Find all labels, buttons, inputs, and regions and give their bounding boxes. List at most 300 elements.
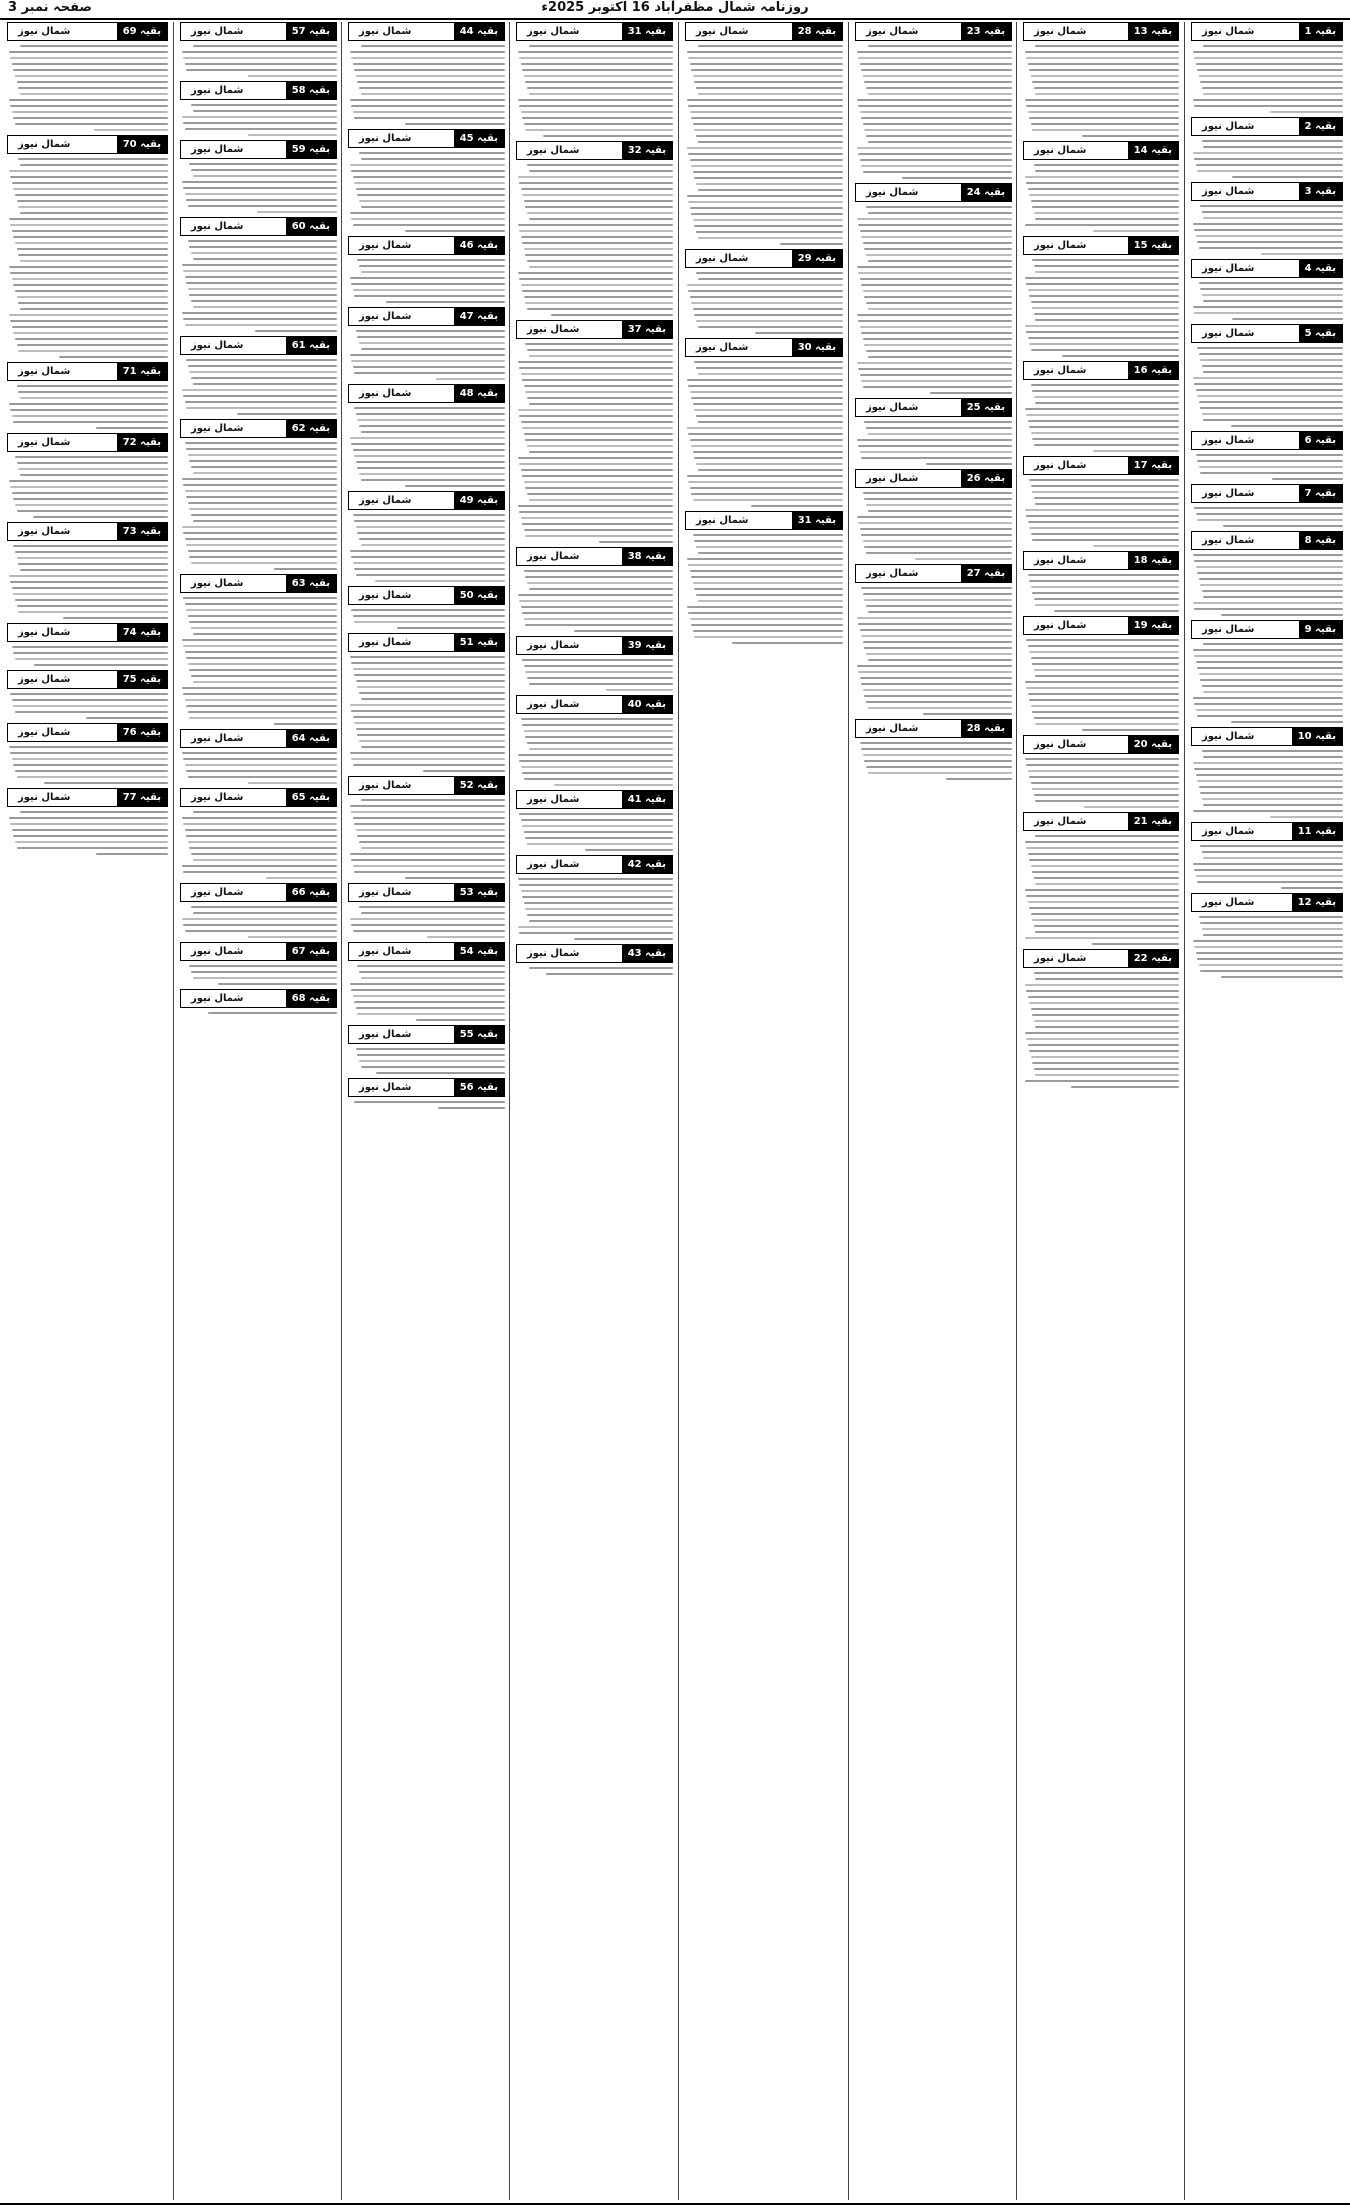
text-line: [525, 535, 673, 537]
text-line: [94, 129, 168, 131]
news-item-number: بقیہ 6: [1299, 432, 1342, 449]
news-item: [1023, 949, 1179, 1088]
text-line: [524, 778, 673, 780]
text-line: [438, 1107, 506, 1109]
text-line: [13, 421, 168, 423]
news-column: [177, 22, 340, 2200]
news-item: [180, 942, 337, 985]
text-line: [1203, 217, 1343, 219]
news-column: [1020, 22, 1182, 2200]
text-line: [13, 652, 168, 654]
news-item-title: شمال نیوز: [527, 145, 580, 156]
text-line: [527, 914, 673, 916]
text-line: [15, 658, 168, 660]
text-line: [1197, 572, 1343, 574]
text-line: [10, 176, 168, 178]
news-item: [180, 81, 337, 136]
text-line: [1032, 711, 1179, 713]
column-rule: [678, 22, 679, 2200]
text-line: [353, 562, 505, 564]
text-line: [20, 308, 168, 310]
news-item-number: بقیہ 42: [622, 856, 672, 873]
text-line: [1025, 758, 1179, 760]
news-item-header: [1191, 117, 1343, 136]
news-item-number: بقیہ 71: [117, 363, 167, 380]
text-line: [353, 63, 505, 65]
text-line: [1026, 414, 1179, 416]
text-line: [1028, 693, 1179, 695]
text-line: [353, 176, 505, 178]
text-line: [13, 332, 168, 334]
text-line: [183, 597, 337, 599]
text-line: [522, 194, 673, 196]
text-line: [17, 510, 168, 512]
text-line: [1193, 602, 1343, 604]
news-item-number: بقیہ 12: [1292, 894, 1342, 911]
text-line: [1221, 976, 1343, 978]
text-line: [1034, 444, 1179, 446]
text-line: [527, 397, 673, 399]
news-item: [348, 236, 505, 303]
text-line: [864, 760, 1012, 762]
text-line: [1202, 140, 1343, 142]
text-line: [15, 770, 168, 772]
text-line: [248, 75, 337, 77]
text-line: [361, 799, 505, 801]
text-line: [1029, 479, 1179, 481]
text-line: [858, 105, 1012, 107]
news-item-header: [180, 336, 337, 355]
news-item: [1023, 22, 1179, 137]
text-line: [1221, 614, 1343, 616]
text-line: [866, 87, 1012, 89]
masthead: [0, 0, 1350, 18]
text-line: [1032, 592, 1179, 594]
text-line: [354, 520, 505, 522]
text-line: [351, 924, 505, 926]
text-line: [527, 308, 673, 310]
text-line: [861, 332, 1012, 334]
text-line: [518, 176, 673, 178]
text-line: [1194, 312, 1343, 314]
news-item: [516, 695, 673, 786]
text-line: [357, 965, 505, 967]
text-line: [191, 627, 337, 629]
text-line: [858, 320, 1012, 322]
text-line: [354, 1001, 505, 1003]
text-line: [350, 51, 505, 53]
text-line: [693, 171, 843, 173]
text-line: [1028, 289, 1179, 291]
text-line: [350, 164, 505, 166]
text-line: [732, 642, 843, 644]
text-line: [1032, 663, 1179, 665]
text-line: [868, 45, 1012, 47]
news-item-number: بقیہ 21: [1128, 813, 1178, 830]
text-line: [1199, 466, 1343, 468]
text-line: [189, 460, 337, 462]
text-line: [405, 485, 505, 487]
news-item-number: بقیہ 23: [961, 23, 1011, 40]
text-line: [189, 508, 337, 510]
text-line: [1034, 1068, 1179, 1070]
text-line: [357, 734, 505, 736]
text-line: [524, 433, 673, 435]
news-item-header: [855, 469, 1012, 488]
text-line: [354, 722, 505, 724]
news-item-number: بقیہ 28: [792, 23, 842, 40]
text-line: [857, 147, 1012, 149]
text-line: [1199, 916, 1343, 918]
text-line: [868, 93, 1012, 95]
text-line: [1035, 723, 1179, 725]
news-item: [1191, 117, 1343, 178]
text-line: [690, 207, 843, 209]
news-item: [180, 989, 337, 1014]
text-line: [1026, 182, 1179, 184]
text-line: [864, 546, 1012, 548]
text-line: [696, 320, 843, 322]
text-line: [524, 200, 673, 202]
text-line: [1082, 729, 1179, 731]
text-line: [191, 104, 337, 106]
news-item-number: بقیہ 27: [961, 565, 1011, 582]
news-item-header: [1023, 22, 1179, 41]
news-item-header: [685, 249, 843, 268]
news-item-header: [1191, 822, 1343, 841]
news-item: [180, 140, 337, 213]
text-line: [17, 385, 168, 387]
text-line: [353, 930, 505, 932]
text-line: [1035, 604, 1179, 606]
text-line: [237, 413, 337, 415]
text-line: [1035, 402, 1179, 404]
text-line: [353, 514, 505, 516]
text-line: [1203, 857, 1343, 859]
text-line: [521, 890, 673, 892]
news-item: [7, 22, 168, 131]
news-item-title: شمال نیوز: [527, 640, 580, 651]
news-item-number: بقیہ 59: [286, 141, 336, 158]
text-line: [687, 558, 843, 560]
news-item-title: شمال نیوز: [18, 437, 71, 448]
news-item-number: بقیہ 13: [1128, 23, 1178, 40]
column-rule: [1184, 22, 1185, 2200]
text-line: [353, 995, 505, 997]
text-line: [357, 81, 505, 83]
text-line: [1054, 610, 1179, 612]
text-line: [1199, 247, 1343, 249]
text-line: [1035, 835, 1179, 837]
text-line: [519, 182, 673, 184]
text-line: [698, 326, 843, 328]
text-line: [518, 51, 673, 53]
text-line: [353, 289, 505, 291]
text-line: [1031, 75, 1179, 77]
text-line: [524, 665, 673, 667]
text-line: [1203, 371, 1343, 373]
news-item-number: بقیہ 72: [117, 434, 167, 451]
bottom-rule: [0, 2203, 1350, 2205]
text-line: [18, 206, 168, 208]
text-line: [1071, 1086, 1179, 1088]
news-item: [685, 338, 843, 507]
news-item-title: شمال نیوز: [359, 311, 412, 322]
news-item: [180, 419, 337, 570]
text-line: [361, 206, 505, 208]
text-line: [1029, 117, 1179, 119]
text-line: [357, 835, 505, 837]
text-line: [359, 841, 505, 843]
text-line: [248, 936, 337, 938]
text-line: [687, 195, 843, 197]
text-line: [357, 467, 505, 469]
text-line: [1093, 545, 1179, 547]
news-item: [516, 636, 673, 691]
text-line: [351, 811, 505, 813]
news-item-header: [7, 788, 168, 807]
text-line: [183, 532, 337, 534]
text-line: [519, 463, 673, 465]
news-item-header: [685, 511, 843, 530]
text-line: [860, 451, 1012, 453]
text-line: [525, 391, 673, 393]
text-line: [923, 713, 1012, 715]
text-line: [863, 242, 1012, 244]
text-line: [356, 829, 505, 831]
text-line: [858, 368, 1012, 370]
text-line: [18, 468, 168, 470]
text-line: [186, 770, 337, 772]
text-line: [866, 552, 1012, 554]
news-item-number: بقیہ 64: [286, 730, 336, 747]
news-item-header: [516, 547, 673, 566]
text-line: [1202, 928, 1343, 930]
text-line: [519, 278, 673, 280]
text-line: [186, 657, 337, 659]
text-line: [1196, 389, 1343, 391]
news-item-header: [1023, 812, 1179, 831]
text-line: [780, 243, 843, 245]
news-item-number: بقیہ 24: [961, 184, 1011, 201]
text-line: [1197, 958, 1343, 960]
text-line: [357, 194, 505, 196]
news-item-header: [180, 788, 337, 807]
text-line: [1202, 590, 1343, 592]
text-line: [353, 449, 505, 451]
text-line: [1031, 657, 1179, 659]
text-line: [15, 194, 168, 196]
text-line: [696, 367, 843, 369]
text-line: [350, 752, 505, 754]
text-line: [189, 621, 337, 623]
news-item: [1191, 822, 1343, 889]
text-line: [351, 662, 505, 664]
text-line: [423, 770, 505, 772]
news-item-number: بقیہ 16: [1128, 362, 1178, 379]
text-line: [694, 314, 843, 316]
text-line: [860, 677, 1012, 679]
text-line: [361, 271, 505, 273]
text-line: [10, 320, 168, 322]
text-line: [20, 93, 168, 95]
text-line: [866, 504, 1012, 506]
text-line: [1193, 649, 1343, 651]
text-line: [1196, 709, 1343, 711]
news-item-header: [1191, 893, 1343, 912]
text-line: [183, 270, 337, 272]
text-line: [12, 758, 168, 760]
news-item: [1191, 893, 1343, 978]
text-line: [1025, 937, 1179, 939]
text-line: [858, 272, 1012, 274]
news-item-header: [348, 1078, 505, 1097]
text-line: [1203, 756, 1343, 758]
text-line: [63, 617, 168, 619]
text-line: [521, 284, 673, 286]
text-line: [860, 374, 1012, 376]
text-line: [1194, 57, 1343, 59]
text-line: [1197, 460, 1343, 462]
text-line: [698, 45, 843, 47]
text-line: [868, 659, 1012, 661]
text-line: [1025, 224, 1179, 226]
text-line: [1194, 560, 1343, 562]
text-line: [687, 284, 843, 286]
text-line: [12, 829, 168, 831]
text-line: [1194, 229, 1343, 231]
news-item-number: بقیہ 43: [622, 945, 672, 962]
text-line: [524, 902, 673, 904]
text-line: [1026, 57, 1179, 59]
news-item: [1023, 361, 1179, 452]
news-item-title: شمال نیوز: [191, 792, 244, 803]
news-item-number: بقیہ 31: [792, 512, 842, 529]
text-line: [1197, 69, 1343, 71]
text-line: [1026, 990, 1179, 992]
news-item-number: بقیہ 65: [286, 789, 336, 806]
text-line: [1028, 337, 1179, 339]
text-line: [599, 541, 673, 543]
text-line: [1034, 925, 1179, 927]
text-line: [698, 373, 843, 375]
text-line: [527, 843, 673, 845]
text-line: [863, 540, 1012, 542]
text-line: [182, 752, 337, 754]
text-line: [1031, 1056, 1179, 1058]
text-line: [521, 819, 673, 821]
news-item-header: [1191, 620, 1343, 639]
text-line: [1199, 786, 1343, 788]
text-line: [182, 817, 337, 819]
text-line: [350, 437, 505, 439]
text-line: [193, 383, 337, 385]
news-item-title: شمال نیوز: [1034, 460, 1087, 471]
text-line: [527, 164, 673, 166]
text-line: [1202, 365, 1343, 367]
text-line: [1200, 679, 1343, 681]
text-line: [1193, 99, 1343, 101]
text-line: [1202, 294, 1343, 296]
text-line: [864, 498, 1012, 500]
text-line: [186, 609, 337, 611]
text-line: [698, 278, 843, 280]
text-line: [15, 711, 168, 713]
text-line: [353, 817, 505, 819]
text-line: [1035, 45, 1179, 47]
text-line: [359, 87, 505, 89]
text-line: [525, 81, 673, 83]
column-rule: [1016, 22, 1017, 2200]
news-item-header: [348, 129, 505, 148]
text-line: [1029, 343, 1179, 345]
text-line: [191, 971, 337, 973]
text-line: [863, 290, 1012, 292]
news-item-header: [516, 22, 673, 41]
news-item-header: [1023, 551, 1179, 570]
text-line: [1193, 223, 1343, 225]
text-line: [356, 680, 505, 682]
text-line: [359, 425, 505, 427]
text-line: [1026, 105, 1179, 107]
text-line: [353, 764, 505, 766]
text-line: [863, 593, 1012, 595]
text-line: [1197, 715, 1343, 717]
news-item: [1191, 259, 1343, 320]
news-item-title: شمال نیوز: [696, 253, 749, 264]
text-line: [18, 611, 168, 613]
text-line: [690, 618, 843, 620]
text-line: [361, 544, 505, 546]
text-line: [1200, 472, 1343, 474]
news-item-number: بقیہ 57: [286, 23, 336, 40]
text-line: [857, 617, 1012, 619]
text-line: [1035, 883, 1179, 885]
news-item-title: شمال نیوز: [1202, 186, 1255, 197]
text-line: [182, 264, 337, 266]
text-line: [1026, 515, 1179, 517]
text-line: [522, 659, 673, 661]
text-line: [858, 57, 1012, 59]
news-item: [1023, 236, 1179, 357]
text-line: [1032, 539, 1179, 541]
text-line: [353, 111, 505, 113]
text-line: [13, 593, 168, 595]
news-item-header: [1191, 22, 1343, 41]
column-rule: [341, 22, 342, 2200]
news-item-number: بقیہ 46: [454, 237, 504, 254]
news-item: [180, 729, 337, 784]
text-line: [866, 605, 1012, 607]
text-line: [185, 651, 337, 653]
text-line: [866, 206, 1012, 208]
text-line: [12, 230, 168, 232]
text-line: [1193, 762, 1343, 764]
text-line: [182, 918, 337, 920]
text-line: [183, 924, 337, 926]
news-item-number: بقیہ 8: [1299, 532, 1342, 549]
news-column: [345, 22, 508, 2200]
news-item-number: بقیہ 17: [1128, 457, 1178, 474]
text-line: [9, 99, 168, 101]
text-line: [690, 296, 843, 298]
text-line: [13, 69, 168, 71]
text-line: [1200, 288, 1343, 290]
text-line: [1193, 51, 1343, 53]
news-item: [7, 362, 168, 429]
news-item: [1023, 551, 1179, 612]
text-line: [690, 570, 843, 572]
